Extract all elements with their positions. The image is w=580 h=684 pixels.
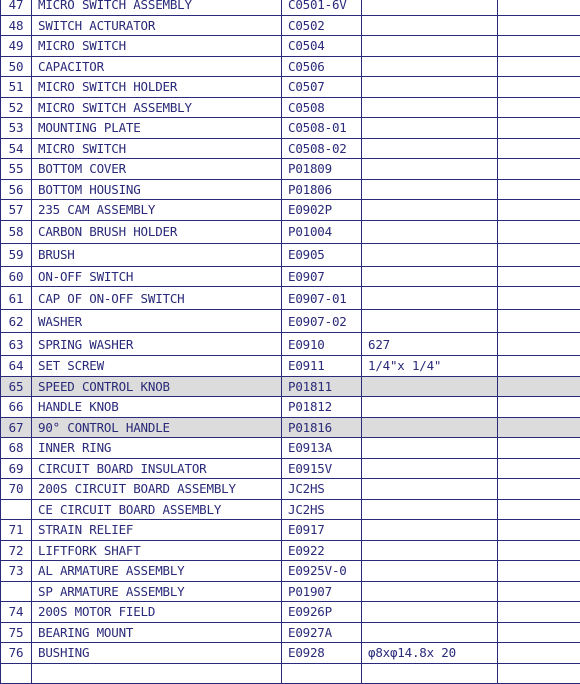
description-cell: SPEED CONTROL KNOB [32, 376, 282, 397]
part-number-cell: E0911 [282, 356, 362, 377]
description-cell: BUSHING [32, 643, 282, 664]
blank-cell [498, 540, 580, 561]
item-number-cell: 53 [1, 118, 32, 139]
blank-cell [498, 138, 580, 159]
table-row [1, 622, 580, 643]
item-number-cell: 76 [1, 643, 32, 664]
table-row [1, 561, 580, 582]
blank-cell [498, 643, 580, 664]
item-number-cell: 64 [1, 356, 32, 377]
blank-cell [498, 243, 580, 266]
blank-cell [498, 77, 580, 98]
description-cell: CIRCUIT BOARD INSULATOR [32, 458, 282, 479]
item-number-cell: 62 [1, 310, 32, 333]
blank-cell [498, 36, 580, 57]
description-cell: MICRO SWITCH HOLDER [32, 77, 282, 98]
table-row [1, 458, 580, 479]
item-number-cell: 47 [1, 0, 32, 15]
blank-cell [498, 417, 580, 438]
part-number-cell: P01812 [282, 397, 362, 418]
table-row [1, 200, 580, 221]
item-number-cell: 51 [1, 77, 32, 98]
item-number-cell: 56 [1, 179, 32, 200]
part-number-cell: C0508 [282, 97, 362, 118]
part-number-cell: C0508-01 [282, 118, 362, 139]
table-row [1, 0, 580, 15]
specification-cell [362, 397, 498, 418]
description-cell: MICRO SWITCH ASSEMBLY [32, 97, 282, 118]
part-number-cell: C0506 [282, 56, 362, 77]
description-cell: BEARING MOUNT [32, 622, 282, 643]
specification-cell [362, 438, 498, 459]
part-number-cell: P01004 [282, 220, 362, 243]
part-number-cell: E0926P [282, 602, 362, 623]
part-number-cell: E0917 [282, 520, 362, 541]
part-number-cell: C0501-6V [282, 0, 362, 15]
table-row [1, 97, 580, 118]
item-number-cell: 61 [1, 287, 32, 310]
part-number-cell: E0907 [282, 266, 362, 287]
table-row [1, 266, 580, 287]
item-number-cell: 70 [1, 479, 32, 500]
item-number-cell: 68 [1, 438, 32, 459]
specification-cell [362, 15, 498, 36]
table-row [1, 36, 580, 57]
blank-cell [498, 397, 580, 418]
specification-cell [362, 159, 498, 180]
item-number-cell: 69 [1, 458, 32, 479]
item-number-cell: 73 [1, 561, 32, 582]
blank-cell [498, 266, 580, 287]
part-number-cell: C0502 [282, 15, 362, 36]
description-cell: HANDLE KNOB [32, 397, 282, 418]
item-number-cell: 52 [1, 97, 32, 118]
part-number-cell: E0910 [282, 333, 362, 356]
part-number-cell: P01809 [282, 159, 362, 180]
table-row [1, 602, 580, 623]
specification-cell [362, 243, 498, 266]
description-cell: CE CIRCUIT BOARD ASSEMBLY [32, 499, 282, 520]
specification-cell [362, 0, 498, 15]
part-number-cell: E0922 [282, 540, 362, 561]
part-number-cell: E0902P [282, 200, 362, 221]
table-row [1, 220, 580, 243]
item-number-cell [1, 663, 32, 684]
specification-cell [362, 663, 498, 684]
blank-cell [498, 438, 580, 459]
part-number-cell [282, 663, 362, 684]
part-number-cell: P01907 [282, 581, 362, 602]
item-number-cell [1, 499, 32, 520]
specification-cell [362, 287, 498, 310]
blank-cell [498, 287, 580, 310]
part-number-cell: JC2HS [282, 479, 362, 500]
item-number-cell: 63 [1, 333, 32, 356]
table-row [1, 310, 580, 333]
specification-cell: φ8xφ14.8x 20 [362, 643, 498, 664]
table-row [1, 479, 580, 500]
item-number-cell: 55 [1, 159, 32, 180]
part-number-cell: E0915V [282, 458, 362, 479]
part-number-cell: JC2HS [282, 499, 362, 520]
table-row [1, 581, 580, 602]
part-number-cell: E0907-01 [282, 287, 362, 310]
specification-cell [362, 220, 498, 243]
description-cell: BRUSH [32, 243, 282, 266]
description-cell: BOTTOM COVER [32, 159, 282, 180]
description-cell: AL ARMATURE ASSEMBLY [32, 561, 282, 582]
item-number-cell: 65 [1, 376, 32, 397]
table-row [1, 499, 580, 520]
blank-cell [498, 0, 580, 15]
description-cell: CAP OF ON-OFF SWITCH [32, 287, 282, 310]
item-number-cell: 59 [1, 243, 32, 266]
blank-cell [498, 622, 580, 643]
item-number-cell: 72 [1, 540, 32, 561]
description-cell: BOTTOM HOUSING [32, 179, 282, 200]
description-cell: CAPACITOR [32, 56, 282, 77]
specification-cell [362, 77, 498, 98]
part-number-cell: E0907-02 [282, 310, 362, 333]
item-number-cell: 50 [1, 56, 32, 77]
item-number-cell: 74 [1, 602, 32, 623]
table-row [1, 438, 580, 459]
description-cell: ON-OFF SWITCH [32, 266, 282, 287]
table-row [1, 540, 580, 561]
description-cell: SP ARMATURE ASSEMBLY [32, 581, 282, 602]
table-row [1, 138, 580, 159]
specification-cell [362, 561, 498, 582]
item-number-cell: 67 [1, 417, 32, 438]
blank-cell [498, 97, 580, 118]
description-cell: INNER RING [32, 438, 282, 459]
specification-cell [362, 179, 498, 200]
table-row [1, 287, 580, 310]
part-number-cell: E0925V-0 [282, 561, 362, 582]
item-number-cell: 57 [1, 200, 32, 221]
table-row [1, 520, 580, 541]
specification-cell [362, 479, 498, 500]
blank-cell [498, 15, 580, 36]
description-cell: LIFTFORK SHAFT [32, 540, 282, 561]
specification-cell [362, 118, 498, 139]
description-cell: 200S MOTOR FIELD [32, 602, 282, 623]
table-row [1, 77, 580, 98]
table-row [1, 179, 580, 200]
specification-cell: 627 [362, 333, 498, 356]
blank-cell [498, 479, 580, 500]
table-row [1, 118, 580, 139]
specification-cell [362, 376, 498, 397]
item-number-cell: 75 [1, 622, 32, 643]
blank-cell [498, 159, 580, 180]
table-row [1, 376, 580, 397]
specification-cell [362, 602, 498, 623]
specification-cell [362, 540, 498, 561]
blank-cell [498, 333, 580, 356]
part-number-cell: C0508-02 [282, 138, 362, 159]
blank-cell [498, 179, 580, 200]
blank-cell [498, 310, 580, 333]
item-number-cell: 60 [1, 266, 32, 287]
table-row [1, 243, 580, 266]
table-row [1, 56, 580, 77]
specification-cell [362, 417, 498, 438]
description-cell: MICRO SWITCH ASSEMBLY [32, 0, 282, 15]
part-number-cell: E0928 [282, 643, 362, 664]
blank-cell [498, 220, 580, 243]
table-row [1, 663, 580, 684]
parts-list-body [1, 0, 580, 684]
specification-cell [362, 138, 498, 159]
item-number-cell: 49 [1, 36, 32, 57]
table-row [1, 643, 580, 664]
specification-cell [362, 266, 498, 287]
description-cell: 235 CAM ASSEMBLY [32, 200, 282, 221]
description-cell [32, 663, 282, 684]
specification-cell [362, 200, 498, 221]
specification-cell [362, 97, 498, 118]
item-number-cell: 48 [1, 15, 32, 36]
specification-cell [362, 36, 498, 57]
table-row [1, 417, 580, 438]
description-cell: SWITCH ACTURATOR [32, 15, 282, 36]
description-cell: SET SCREW [32, 356, 282, 377]
blank-cell [498, 200, 580, 221]
specification-cell [362, 520, 498, 541]
description-cell: STRAIN RELIEF [32, 520, 282, 541]
table-row [1, 333, 580, 356]
blank-cell [498, 458, 580, 479]
specification-cell [362, 622, 498, 643]
part-number-cell: C0504 [282, 36, 362, 57]
item-number-cell [1, 581, 32, 602]
item-number-cell: 71 [1, 520, 32, 541]
table-row [1, 15, 580, 36]
blank-cell [498, 56, 580, 77]
specification-cell: 1/4"x 1/4" [362, 356, 498, 377]
blank-cell [498, 602, 580, 623]
table-row [1, 159, 580, 180]
specification-cell [362, 581, 498, 602]
description-cell: WASHER [32, 310, 282, 333]
description-cell: 90° CONTROL HANDLE [32, 417, 282, 438]
part-number-cell: P01806 [282, 179, 362, 200]
specification-cell [362, 499, 498, 520]
part-number-cell: C0507 [282, 77, 362, 98]
description-cell: SPRING WASHER [32, 333, 282, 356]
blank-cell [498, 663, 580, 684]
blank-cell [498, 118, 580, 139]
item-number-cell: 58 [1, 220, 32, 243]
part-number-cell: P01816 [282, 417, 362, 438]
item-number-cell: 54 [1, 138, 32, 159]
part-number-cell: E0905 [282, 243, 362, 266]
blank-cell [498, 499, 580, 520]
item-number-cell: 66 [1, 397, 32, 418]
table-row [1, 356, 580, 377]
part-number-cell: E0913A [282, 438, 362, 459]
blank-cell [498, 356, 580, 377]
blank-cell [498, 376, 580, 397]
specification-cell [362, 458, 498, 479]
blank-cell [498, 581, 580, 602]
part-number-cell: E0927A [282, 622, 362, 643]
description-cell: MICRO SWITCH [32, 36, 282, 57]
description-cell: MOUNTING PLATE [32, 118, 282, 139]
description-cell: CARBON BRUSH HOLDER [32, 220, 282, 243]
part-number-cell: P01811 [282, 376, 362, 397]
specification-cell [362, 310, 498, 333]
blank-cell [498, 520, 580, 541]
description-cell: 200S CIRCUIT BOARD ASSEMBLY [32, 479, 282, 500]
description-cell: MICRO SWITCH [32, 138, 282, 159]
specification-cell [362, 56, 498, 77]
table-row [1, 397, 580, 418]
blank-cell [498, 561, 580, 582]
